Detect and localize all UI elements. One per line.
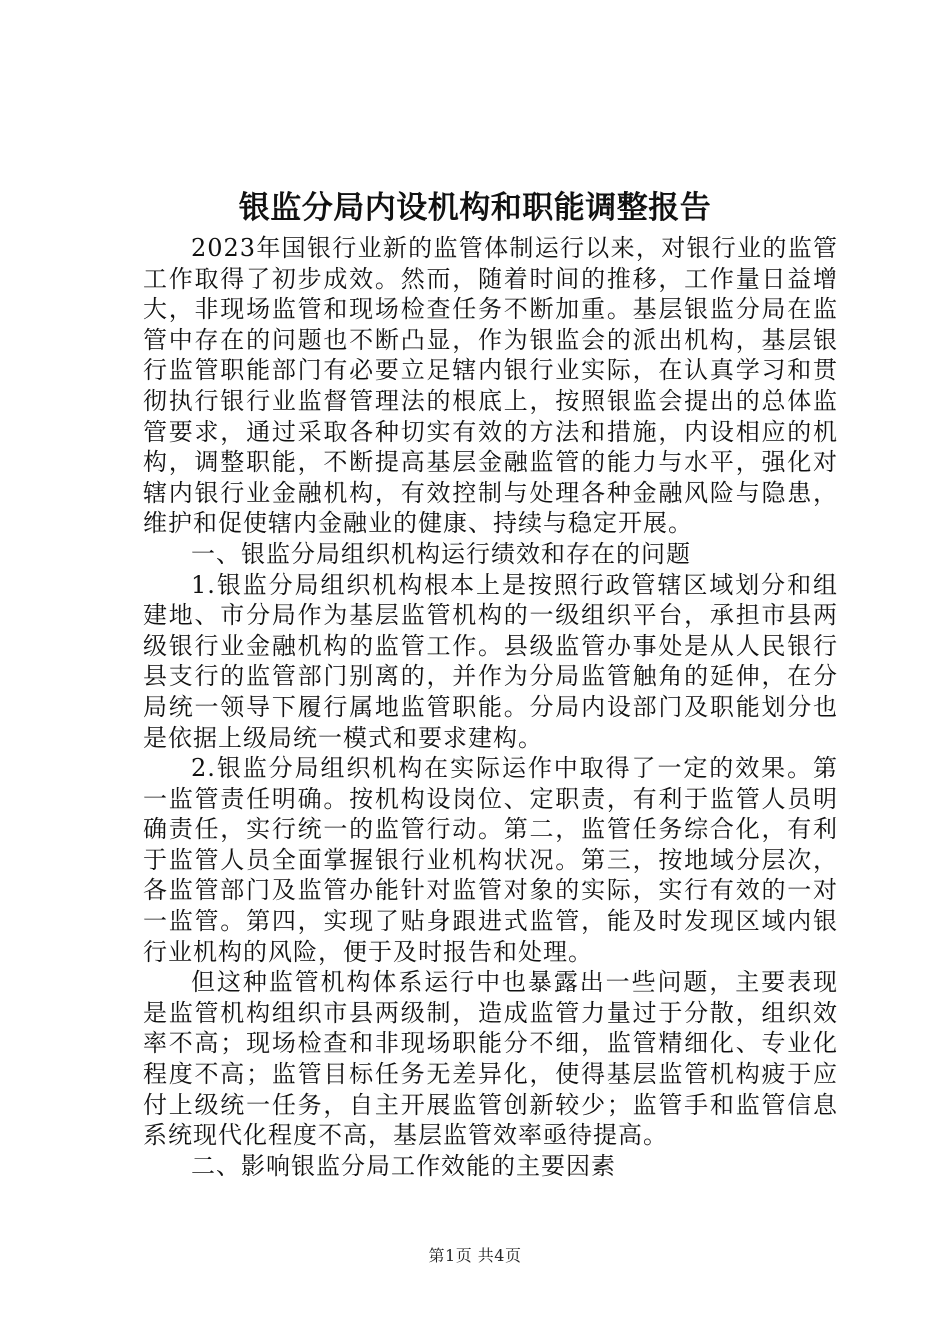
page-footer: 第1页 共4页	[428, 1246, 522, 1265]
paragraph-item-2: 2.银监分局组织机构在实际运作中取得了一定的效果。第一监管责任明确。按机构设岗位、定职责，有利于监管人员明确责任，实行统一的监管行动。第二，监管任务综合化，有利于监管人员全面掌握银行业机构状况。第三，按地域分层次，各监管部门及监管办能针对监管对象的实际，实行有效的一对一监管。第四，实现了贴身跟进式监管，能及时发现区域内银行业机构的风险，便于及时报告和处理。	[143, 754, 838, 966]
problems-paragraph: 但这种监管机构体系运行中也暴露出一些问题，主要表现是监管机构组织市县两级制，造成监管力量过于分散，组织效率不高；现场检查和非现场职能分不细，监管精细化、专业化程度不高；监管目标任务无差异化，使得基层监管机构疲于应付上级统一任务，自主开展监管创新较少；监管手和监管信息系统现代化程度不高，基层监管效率亟待提高。	[143, 968, 838, 1150]
section-heading-2: 二、影响银监分局工作效能的主要因素	[191, 1151, 616, 1180]
section-heading-1: 一、银监分局组织机构运行绩效和存在的问题	[191, 539, 691, 568]
intro-paragraph: 2023年国银行业新的监管体制运行以来，对银行业的监管工作取得了初步成效。然而，随着时间的推移，工作量日益增大，非现场监管和现场检查任务不断加重。基层银监分局在监管中存在的问题也不断凸显，作为银监会的派出机构，基层银行监管职能部门有必要立足辖内银行业实际，在认真学习和贯彻执行银行业监督管理法的根底上，按照银监会提出的总体监管要求，通过采取各种切实有效的方法和措施，内设相应的机构，调整职能，不断提高基层金融监管的能力与水平，强化对辖内银行业金融机构，有效控制与处理各种金融风险与隐患，维护和促使辖内金融业的健康、持续与稳定开展。	[143, 234, 838, 538]
document-title: 银监分局内设机构和职能调整报告	[238, 190, 712, 226]
paragraph-item-1: 1.银监分局组织机构根本上是按照行政管辖区域划分和组建地、市分局作为基层监管机构的一级组织平台，承担市县两级银行业金融机构的监管工作。县级监管办事处是从人民银行县支行的监管部门别离的，并作为分局监管触角的延伸，在分局统一领导下履行属地监管职能。分局内设部门及职能划分也是依据上级局统一模式和要求建构。	[143, 570, 838, 752]
document-body	[143, 233, 838, 1181]
